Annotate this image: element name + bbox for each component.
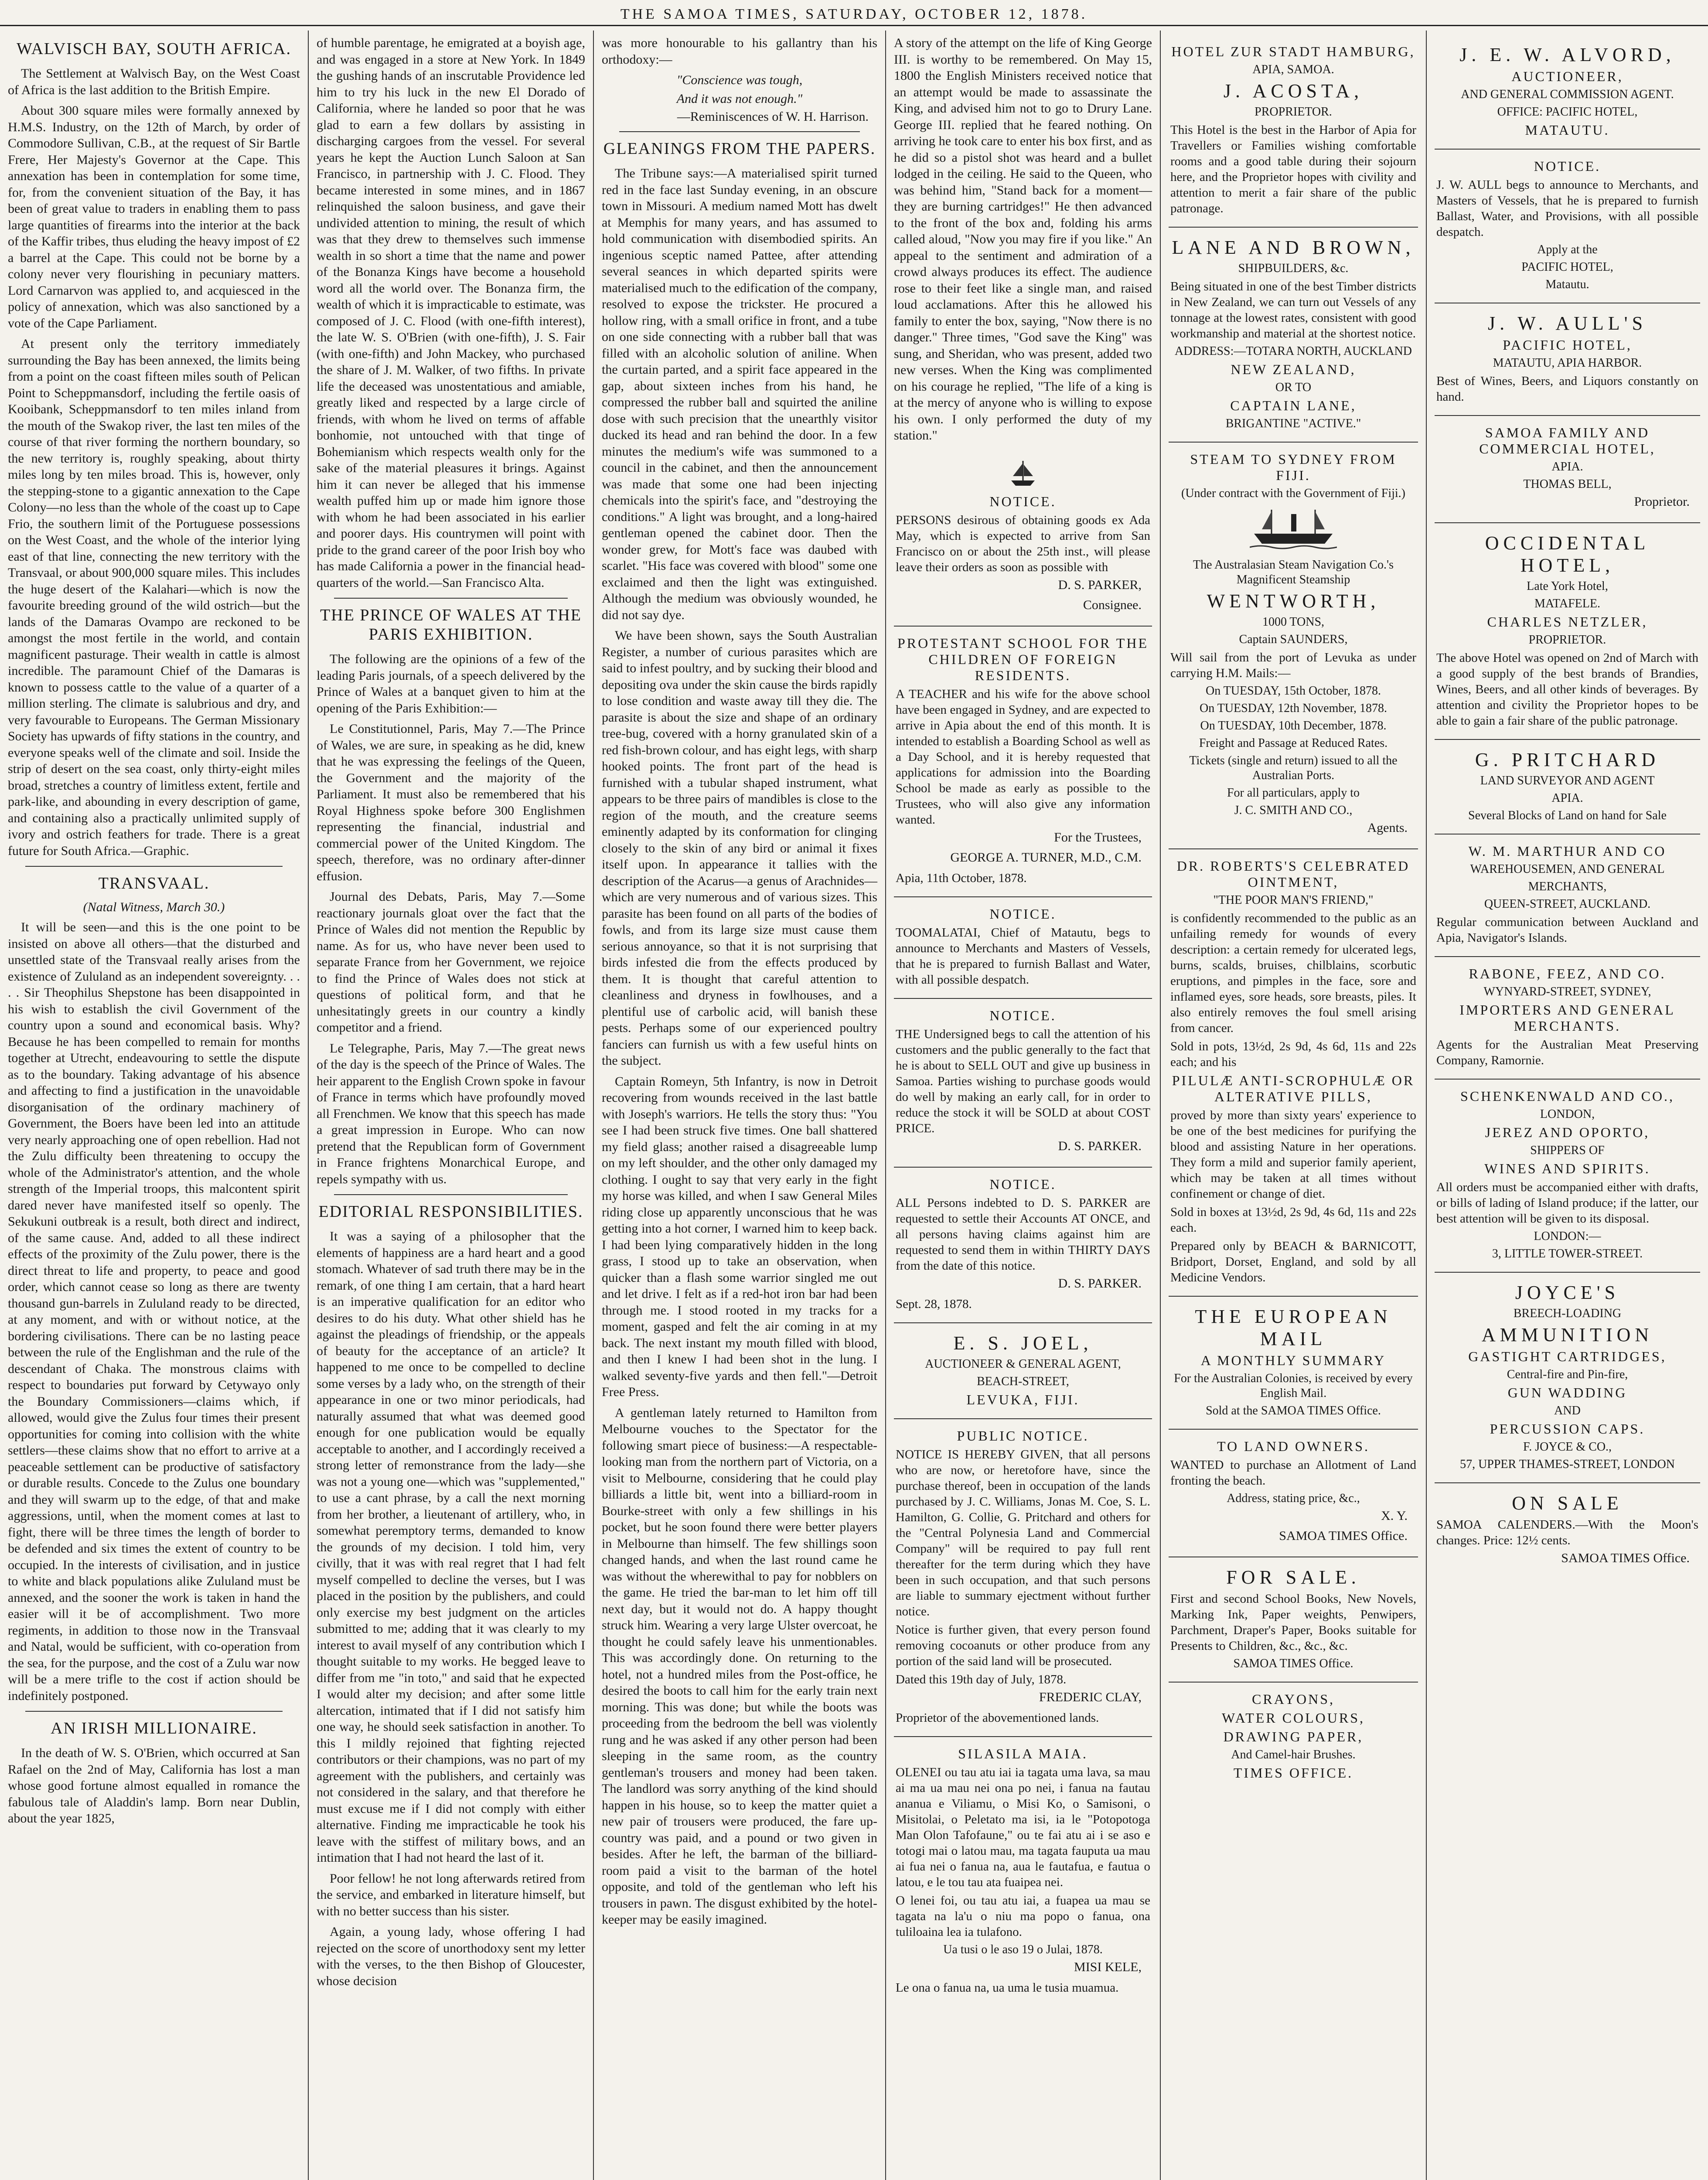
ad-address: 3, LITTLE TOWER-STREET. — [1492, 1247, 1643, 1260]
notice-body: ALL Persons indebted to D. S. PARKER are requested to settle their Accounts AT ONCE, and all persons having claims against him are requested to send them in within THIRTY DAYS from the date of this notice. — [896, 1196, 1150, 1273]
notice-body: O lenei foi, ou tau atu iai, a fuapea ua mau se tagata na la'u o niu ma popo o fanua, ona tuliloaina lea ia tulafono. — [896, 1893, 1150, 1939]
ad-subtitle: "THE POOR MAN'S FRIEND," — [1213, 893, 1374, 907]
ad-body: Prepared only by BEACH & BARNICOTT, Bridport, Dorset, England, and sold by all Medicine Vendors. — [1170, 1239, 1416, 1284]
ad-town: LONDON:— — [1534, 1230, 1601, 1243]
notice-date: Apia, 11th October, 1878. — [896, 871, 1027, 885]
ad-name: JOYCE'S — [1515, 1282, 1620, 1303]
ad-subtitle: A MONTHLY SUMMARY — [1200, 1352, 1386, 1368]
notice-signature-role: Proprietor of the abovementioned lands. — [896, 1710, 1099, 1725]
notice-toomalatai — [894, 897, 1152, 999]
ad-sailing-date: On TUESDAY, 10th December, 1878. — [1200, 719, 1387, 732]
column-5 — [1161, 35, 1426, 2180]
article-source: (Natal Witness, March 30.) — [83, 900, 225, 914]
ad-sailing-date: On TUESDAY, 15th October, 1878. — [1205, 684, 1381, 698]
ad-hotel: PACIFIC HOTEL, — [1503, 337, 1632, 353]
article-paragraph: Le Telegraphe, Paris, May 7.—The great news of the day is the speech of the Prince of Wales. The heir apparent to the English Crown spoke in favour of France in terms which have profoundly moved all Frenchmen. We know that this speech has made a great impression in Europe. Who can now pretend that the Republican form of Government in France frightens Monarchical Europe, and repels sympathy with us. — [317, 1041, 585, 1186]
notice-body: OLENEI ou tau atu iai ia tagata uma lava, sa mau ai ma ua mau nei ona po nei, i fanua na fautau ananua e Viliamu, o Misi Ko, o Samisoni, o Misitolai, o Peletato ma isi, ia le "Potopotoga Man Olon Tafofaune," ou te fai atu ai i se aso e totogi mai o latou mau, ma tagata fauputa ua mau ai fua nei o fanua na, aua le fautafua, e fautua o latou, e le tou tau ata fuaipea nei. — [896, 1765, 1150, 1889]
notice-title: NOTICE. — [989, 493, 1057, 509]
ad-dr-roberts-ointment — [1169, 849, 1418, 1297]
ad-role: WAREHOUSEMEN, AND GENERAL — [1470, 862, 1665, 876]
article-paragraph: Poor fellow! he not long afterwards retired from the service, and embarked in literature himself, but with no better success than his sister. — [317, 1871, 585, 1918]
ad-body: Freight and Passage at Reduced Rates. — [1199, 736, 1388, 750]
article-paragraph: The following are the opinions of a few of the leading Paris journals, of a speech delivered by the Prince of Wales at a banquet given to him at the opening of the Paris Exhibition:— — [317, 652, 585, 715]
ad-agent-role: Agents. — [1367, 821, 1408, 835]
ad-name: SAMOA FAMILY AND COMMERCIAL HOTEL, — [1479, 425, 1656, 456]
verse-line: "Conscience was tough, — [676, 73, 803, 87]
ad-body: Tickets (single and return) issued to all the Australian Ports. — [1189, 754, 1398, 782]
notice-body: NOTICE IS HEREBY GIVEN, that all persons who are now, or heretofore have, since the purchase thereof, been in occupation of the lands purchased by J. C. Williams, Jonas M. Coe, S. L. Hamilton, G. Collie, G. Pritchard and others for the "Central Polynesia Land and Commercial Company" will be required to pay full rent thereafter for the term during which they have been in such occupation, and that such persons are liable to summary ejectment without further notice. — [896, 1447, 1150, 1618]
ad-subtitle: (Under contract with the Government of Fiji.) — [1181, 487, 1405, 500]
article-paragraph: It was a saying of a philosopher that the elements of happiness are a hard heart and a good stomach. Whatever of sad truth there may be in the remark, of one thing I am certain, that a hard heart is an imperative qualification for an editor who desires to do his duty. What other shield has he against the pleadings of friendship, or the appeals of beauty for the acceptance of an article? It happened to me once to be compelled to decline some verses by a lady who, on the strength of their appearance in one or two minor periodicals, had naturally assumed that what was deemed good enough for one publication would be equally acceptable to another, and I accordingly received a strong letter of remonstrance from the lady—she was not a young one—which was "supplemented," to use a cant phrase, by a call the next morning from her brother, a lieutenant of artillery, who, in somewhat peremptory terms, demanded to know the grounds of my decision. I told him, very civilly, that it was with real regret that I had felt myself compelled to decline the verses, but I was placed in the position by the publishers, and could only exercise my best judgment on the articles submitted to me; adding that it was clearly to my interest to avail myself of any contribution which I thought suitable to my works. He begged leave to differ from me "in toto," and said that he expected I would alter my decision; and after some little altercation, intimated that if I did not satisfy him one way, he should seek satisfaction in another. To this I mildly rejoined that fighting rejected contributors or their champions, was no part of my agreement with the publishers, and certainly was not considered in the salary, and that therefore he must excuse me if I did not comply with either alternative. Finding me impracticable he took his leave with the stiffest of military bows, and an intimation that I had not heard the last of it. — [317, 1229, 585, 1865]
ad-address: Address, stating price, &c., — [1227, 1492, 1360, 1505]
ad-land-owners — [1169, 1430, 1418, 1557]
ad-item: DRAWING PAPER, — [1223, 1729, 1364, 1744]
article-paragraph: A story of the attempt on the life of King George III. is worthy to be remembered. On May 15, 1800 the English Ministers received notice that an attempt would be made to assassinate the King, and advised him not to go to Drury Lane. George III. replied that he feared nothing. On arriving he took care to enter his box first, and as he did so a pistol shot was heard and a bullet lodged in the ceiling. He said to the Queen, who was behind him, "Stand back for a moment—they are burning cartridges!" He then advanced to the front of the box and, folding his arms called aloud, "Now you may fire if you like." An appeal to the sentiment and admiration of a crowd always produces its effect. The audience rose to their feet like a single man, and raised loud acclamations. After this he allowed his family to enter the box, saying, "Now there is no danger." Three times, "God save the King" was sung, and Sheridan, who was present, added two new verses. When the King was complimented on his courage he replied, "The life of a king is at the mercy of anyone who is willing to expose his own. I only performed the duty of my station." — [894, 36, 1152, 443]
notice-date: Dated this 19th day of July, 1878. — [896, 1672, 1067, 1686]
ad-body: SAMOA CALENDERS.—With the Moon's changes. Price: 12½ cents. — [1436, 1518, 1698, 1547]
ad-office: SAMOA TIMES Office. — [1279, 1529, 1408, 1543]
ad-hotel: PACIFIC HOTEL, — [1521, 260, 1613, 274]
ad-title: ON SALE — [1512, 1492, 1623, 1514]
ad-pritchard — [1435, 740, 1700, 835]
ad-item: WATER COLOURS, — [1221, 1710, 1365, 1726]
ad-role: PROPRIETOR. — [1255, 105, 1332, 119]
ad-address: BEACH-STREET, — [977, 1374, 1069, 1388]
notice-body: THE Undersigned begs to call the attention of his customers and the public generally to the fact that he is about to SELL OUT and give up business in Samoa. Parties wishing to purchase goods would do well by making an early call, for in order to reduce the stock it will be SOLD at about COST PRICE. — [896, 1027, 1150, 1135]
article-title-prince-of-wales: THE PRINCE OF WALES AT THE PARIS EXHIBITION. — [320, 606, 582, 644]
notice-body: PERSONS desirous of obtaining goods ex Ada May, which is expected to arrive from San Francisco on or about the 25th inst., will please leave their orders as soon as possible with — [896, 513, 1150, 574]
notice-signature: D. S. PARKER. — [1058, 1138, 1142, 1153]
divider — [25, 866, 283, 867]
ad-town: LEVUKA, FIJI. — [966, 1391, 1080, 1407]
ad-es-joel — [894, 1323, 1152, 1419]
notice-sell-out — [894, 999, 1152, 1168]
notice-silasila-maia — [894, 1737, 1152, 2006]
ad-pacific-hotel — [1435, 303, 1700, 416]
ad-location: APIA. — [1551, 460, 1583, 473]
notice-title: NOTICE. — [989, 906, 1057, 922]
notice-signature-role: Le ona o fanua na, ua uma le tusia muamua. — [896, 1980, 1119, 1995]
article-paragraph: In the death of W. S. O'Brien, which occurred at San Rafael on the 2nd of May, California has lost a man whose good fortune almost equalled in romance the fabulous tale of Aladdin's lamp. Born near Dublin, about the year 1825, — [8, 1746, 300, 1826]
ad-body: Regular communication between Auckland and Apia, Navigator's Islands. — [1436, 915, 1698, 945]
notice-signature: FREDERIC CLAY, — [1039, 1690, 1142, 1704]
ad-town: LONDON, — [1540, 1107, 1595, 1121]
ad-title: DR. ROBERTS'S CELEBRATED OINTMENT, — [1176, 858, 1410, 890]
divider — [334, 1194, 568, 1195]
column-1 — [0, 35, 308, 2180]
ad-body: For the Australian Colonies, is received by every English Mail. — [1174, 1372, 1413, 1400]
notice-signature: D. S. PARKER, — [1058, 577, 1142, 592]
ad-and: AND — [1554, 1404, 1581, 1417]
ad-town: JEREZ AND OPORTO, — [1485, 1124, 1650, 1140]
ad-body: Agents for the Australian Meat Preserving Company, Ramornie. — [1436, 1038, 1698, 1067]
ad-role: SHIPPERS OF — [1530, 1144, 1605, 1157]
ad-owner: THOMAS BELL, — [1523, 477, 1612, 491]
ad-title: STEAM TO SYDNEY FROM FIJI. — [1190, 451, 1397, 483]
ad-sailing-date: On TUESDAY, 12th November, 1878. — [1199, 702, 1388, 715]
ad-european-mail — [1169, 1297, 1418, 1430]
ad-body: Apply at the — [1537, 243, 1598, 256]
ad-town: Matautu. — [1545, 278, 1589, 291]
steamship-icon — [1250, 505, 1337, 553]
article-paragraph: was more honourable to his gallantry than his orthodoxy:— — [602, 36, 877, 67]
ad-firm: F. JOYCE & CO., — [1523, 1440, 1612, 1454]
ad-title: CRAYONS, — [1252, 1691, 1335, 1707]
ad-town: APIA. — [1551, 791, 1583, 805]
ad-steam-to-sydney — [1169, 443, 1418, 849]
ad-aull-notice — [1435, 150, 1700, 303]
article-paragraph: We have been shown, says the South Australian Register, a number of curious parasites which are said to infest poultry, and by sucking their blood and depositing ova under the skin cause the birds rapidly to lose condition and waste away till they die. The parasite is about the size and shape of an ordinary tree-bug, covered with a horny granulated skin of a red fish-brown colour, and has eight legs, with sharp hooked points. The front part of the head is furnished with a tubular shaped instrument, what appears to be three pairs of mandibles is close to the region of the mouth, and the creature seems eminently adapted by its conformation for clinging closely to the skin of any bird or animal it fixes itself upon. In appearance it tallies with the description of the Acarus—a genus of Arachnides—which are very numerous and of various sizes. This parasite has been found on all parts of the bodies of fowls, and from its large size must cause them serious annoyance, so that it is not surprising that birds infested die from the effects produced by them. It is thought that careful attention to cleanliness and dryness in fowlhouses, and a plentiful use of carbolic acid, will banish these pests. Perhaps some of our experienced poultry fanciers can furnish us with a few useful hints on the subject. — [602, 628, 877, 1068]
ad-role: LAND SURVEYOR AND AGENT — [1480, 774, 1655, 787]
article-paragraph: Journal des Debats, Paris, May 7.—Some reactionary journals gloat over the fact that the Prince of Wales did not mention the Republic by name. As for us, who have never been used to separate France from her Government, we rejoice to find the Prince of Wales does not stick at questions of political form, and that he unhesitatingly greets in our country a kindly competitor and a friend. — [317, 889, 585, 1035]
ad-title: THE EUROPEAN MAIL — [1195, 1306, 1392, 1349]
column-4 — [886, 35, 1160, 2180]
notice-title: PROTESTANT SCHOOL FOR THE CHILDREN OF FOREIGN RESIDENTS. — [897, 635, 1149, 683]
ad-tonnage: 1000 TONS, — [1262, 615, 1325, 629]
divider — [619, 131, 860, 132]
ad-price: Sold in pots, 13½d, 2s 9d, 4s 6d, 11s and 22s each; and his — [1170, 1039, 1416, 1069]
ad-or: OR TO — [1275, 381, 1312, 394]
ad-on-sale-calendars — [1435, 1483, 1700, 1579]
ad-body: For all particulars, apply to — [1227, 786, 1360, 800]
ad-name: W. M. MARTHUR AND CO — [1468, 843, 1667, 859]
article-paragraph: A gentleman lately returned to Hamilton from Melbourne vouches to the Spectator for the following smart piece of business:—A respectable-looking man from the northern part of Victoria, on a visit to Melbourne, considering that he could play billiards a little bit, went into a billiard-room in Bourke-street with only a few shillings in his pocket, but he soon found there were better players in Melbourne than himself. The few shillings soon changed hands, and when the last round came he was without the wherewithal to pay for nobblers on the game. He tried the bar-man to let him off till next day, but it would not do. A happy thought struck him. Wearing a very large Ulster overcoat, he thought he could safely leave his unmentionables. This was accordingly done. On returning to the hotel, not a hundred miles from the Post-office, he desired the boots to call him for the early train next morning. This was done; but while the boots was proceeding from the bedroom the bell was violently rung and he was asked if any other person had been sleeping in the same room, as the country gentleman's trousers and money had been taken. The landlord was sorry anything of the kind should happen in his house, so to keep the matter quiet a new pair of trousers were produced, the fare up-country was paid, and a pound or two given in besides. After he left, the barman of the billiard-room paid a visit to the barman of the hotel opposite, and told of the gentleman who left his trousers in pawn. The disgust exhibited by the hotel-keeper may be easily imagined. — [602, 1405, 877, 1927]
ad-title: FOR SALE. — [1226, 1567, 1360, 1588]
ad-item: AMMUNITION — [1481, 1324, 1653, 1345]
ad-alvord — [1435, 35, 1700, 150]
article-paragraph: Le Constitutionnel, Paris, May 7.—The Prince of Wales, we are sure, in speaking as he did, knew that he was expressing the feelings of the Queen, the Government and the majority of the Parliament. It must also be remembered that his Royal Highness spoke before 300 Englishmen representing the financial, industrial and commercial power of the United Kingdom. The speech, therefore, was no ordinary after-dinner effusion. — [317, 722, 585, 883]
ad-body: Several Blocks of Land on hand for Sale — [1468, 809, 1667, 822]
column-3 — [594, 35, 885, 2180]
ad-name: LANE AND BROWN, — [1172, 237, 1415, 258]
ad-captain: Captain SAUNDERS, — [1239, 633, 1348, 646]
ad-name: SCHENKENWALD AND CO., — [1460, 1088, 1675, 1104]
ad-location: APIA, SAMOA. — [1252, 63, 1334, 76]
ad-address: 57, UPPER THAMES-STREET, LONDON — [1460, 1458, 1675, 1471]
ad-office: SAMOA TIMES Office. — [1233, 1657, 1353, 1670]
notice-body: J. W. AULL begs to announce to Merchants, and Masters of Vessels, that he is prepared to furnish Ballast, Water, and Provisions, with all possible despatch. — [1436, 178, 1698, 239]
ad-body: The Australasian Steam Navigation Co.'s Magnificent Steamship — [1193, 558, 1394, 586]
notice-signature-role: Consignee. — [1083, 597, 1142, 612]
notice-ada-may — [894, 448, 1152, 627]
ad-town: MATAFELE. — [1534, 597, 1600, 610]
article-paragraph: of humble parentage, he emigrated at a boyish age, and was engaged in a store at New York. In 1849 the gushing hands of an inscrutable Providence led him to try his luck in the new El Dorado of California, where he landed so poor that he was glad to earn a few dollars by assisting in discharging cargoes from the vessel. For several years he kept the Auction Lunch Saloon at San Francisco, in partnership with J. C. Flood. They became interested in some mines, and in 1867 relinquished the saloon business, and gave their undivided attention to mining, the result of which was that they drew to themselves such immense wealth in so short a time that the name and power of the Bonanza Kings have become a household word all the world over. The Bonanza firm, the wealth of which it is impracticable to estimate, was composed of J. C. Flood (with one-fifth interest), the late W. S. O'Brien (with one-fifth), J. S. Fair (with one-fifth) and John Mackey, who purchased the share of J. M. Walker, of two fifths. In private life the deceased was unostentatious and amiable, greatly liked and respected by a large circle of friends, with whom he lived on terms of affable bonhomie, not untouched with that tinge of Bohemianism which respects wealth only for the sake of the material pleasures it brings. Against him it can never be alleged that his immense wealth puffed him up or made him ignore those with whom he had been associated in his earlier and poorer days. His countrymen will point with pride to the grand career of the poor Irish boy who has made California a power in the financial head-quarters of the world.—San Francisco Alta. — [317, 36, 585, 590]
ad-name: J. E. W. ALVORD, — [1459, 44, 1675, 65]
article-paragraph: At present only the territory immediately surrounding the Bay has been annexed, the limits being from a point on the coast fifteen miles south of Pelican Point to Scheppmansdorf, including the fertile oasis of Kooibank, Scheppmansdorf to ten miles inland from the mouth of the Swakop river, the last ten miles of the course of that river forming the northern boundary, so the new territory is, roughly speaking, about thirty miles long by ten miles broad. This is, however, only the stepping-stone to a gigantic annexation to the Cape Colony—no less than the whole of the coast up to Cape Frio, the southern limit of the Portuguese possessions on the West Coast, and the whole of the interior lying east of that line, connecting the new territory with the Transvaal, or about 900,000 square miles. This includes the huge desert of the Kalahari—which is now the favourite breeding ground of the wild ostrich—but the lands of the Damaras Ovampo are reckoned to be amongst the most fertile in the world, and contain magnificent pasturage. Their wealth in cattle is almost incredible. The paramount Chief of the Damaras is known to possess cattle to the value of a quarter of a million sterling. The climate is salubrious and dry, and very favourable to Europeans. The German Missionary Society has upwards of fifty stations in the country, and everyone speaks well of the climate and soil. Inside the strip of desert on the sea coast, only thirty-eight miles broad, stretches a country of limitless extent, fertile and park-like, and abounding in every description of game, and containing also a practically unlimited supply of ivory and ostrich feathers for trade. There is a great future for South Africa.—Graphic. — [8, 337, 300, 858]
ad-agent: J. C. SMITH AND CO., — [1234, 804, 1353, 817]
ad-body: Will sail from the port of Levuka as under carrying H.M. Mails:— — [1170, 651, 1416, 680]
ad-rabone-feez — [1435, 957, 1700, 1080]
article-title-transvaal: TRANSVAAL. — [98, 874, 210, 892]
ad-title: PILULÆ ANTI-SCROPHULÆ OR ALTERATIVE PILLS, — [1172, 1073, 1415, 1104]
article-title-gleanings: GLEANINGS FROM THE PAPERS. — [603, 140, 876, 158]
article-paragraph: About 300 square miles were formally annexed by H.M.S. Industry, on the 12th of March, by order of Commodore Sullivan, C.B., at the request of Sir Bartle Frere, Her Majesty's Governor at the Cape. This annexation has been in contemplation for some time, for, from the convenient situation of the Bay, it has been of great value to traders in enabling them to pass large quantities of firearms into the interior at the back of the Kaffir tribes, thus eluding the heavy impost of £2 a barrel at the Cape. This could not be borne by a colony never very flourishing in pecuniary matters. Lord Carnarvon was applied to, and acquiesced in the policy of annexation, which was also sanctioned by a vote of the Cape Parliament. — [8, 103, 300, 330]
ad-name: OCCIDENTAL HOTEL, — [1485, 532, 1650, 576]
ad-title: TO LAND OWNERS. — [1217, 1438, 1370, 1454]
ad-role: AND GENERAL COMMISSION AGENT. — [1461, 88, 1674, 101]
ad-name: E. S. JOEL, — [953, 1332, 1093, 1354]
ad-lane-and-brown — [1169, 228, 1418, 443]
ad-subtitle: Late York Hotel, — [1527, 579, 1608, 593]
ad-role: SHIPBUILDERS, &c. — [1238, 262, 1349, 275]
article-paragraph: The Tribune says:—A materialised spirit turned red in the face last Sunday evening, in an obscure town in Missouri. A medium named Mott has dwelt at Memphis for many years, and has assumed to hold communication with disembodied spirits. An ingenious sceptic named Pattee, after attending several seances in which departed spirits were materialised much to the edification of the company, resolved to expose the trickster. He procured a hollow ring, with a small orifice in front, and a tube on one side connecting with a rubber ball that was filled with an alcoholic solution of aniline. When the curtain parted, and a spirit face appeared in the gap, about sixteen inches from his hand, he compressed the rubber ball and squirted the aniline dose with such precision that the unearthly visitor ducked its head and ran behind the door. In a few minutes the medium's wife was summoned to a council in the cabinet, and then the announcement was made that some one had been injecting chemicals into the spirit's face, and "destroying the conditions." A light was brought, and a long-haired gentleman opened the cabinet door. Then the wonder grew, for Mott's face was daubed with scarlet. "His face was covered with blood" some one exclaimed and then the light was extinguished. Although the medium was obviously wounded, he did not say dye. — [602, 166, 877, 622]
notice-body: Notice is further given, that every person found removing cocoanuts or other produce from any portion of the said land will be prosecuted. — [896, 1622, 1150, 1668]
article-paragraph: Again, a young lady, whose offering I had rejected on the score of unorthodoxy sent my letter with the verses, to the then Bishop of Gloucester, whose decision — [317, 1925, 585, 1988]
ad-role: Proprietor. — [1634, 494, 1690, 509]
column-6 — [1427, 35, 1708, 2180]
divider — [25, 1711, 283, 1712]
ad-owner: CHARLES NETZLER, — [1487, 614, 1648, 630]
ad-item: PERCUSSION CAPS. — [1490, 1421, 1645, 1437]
newspaper-masthead: THE SAMOA TIMES, SATURDAY, OCTOBER 12, 1878. — [0, 0, 1708, 26]
article-attribution: —Reminiscences of W. H. Harrison. — [677, 109, 869, 124]
notice-signature: D. S. PARKER. — [1058, 1276, 1142, 1291]
ad-body: WANTED to purchase an Allotment of Land fronting the beach. — [1170, 1458, 1416, 1488]
notice-title: NOTICE. — [1534, 158, 1601, 174]
notice-date: Ua tusi o le aso 19 o Julai, 1878. — [943, 1942, 1103, 1956]
ad-role: PROPRIETOR. — [1528, 633, 1606, 647]
ad-location: MATAUTU, APIA HARBOR. — [1493, 356, 1642, 370]
notice-public — [894, 1419, 1152, 1737]
ad-body: This Hotel is the best in the Harbor of Apia for Travellers or Families wishing comfortable rooms and a good table during their sojourn here, and the Proprietor hopes with civility and attention to merit a fair share of the public patronage. — [1170, 123, 1416, 215]
ad-joyce-ammunition — [1435, 1273, 1700, 1483]
ad-role: MERCHANTS, — [1528, 880, 1607, 893]
article-paragraph: Captain Romeyn, 5th Infantry, is now in Detroit recovering from wounds received in the last battle with Joseph's warriors. He tells the story thus: "You see I had been struck five times. One ball shattered my field glass; another raised a disagreeable lump on my left shoulder, and the other only damaged my clothing. I ought to say that very early in the fight my horse was killed, and when I saw General Miles riding close up apparently unconscious that he was getting into a hot corner, I warned him to keep back. I had been lying comparatively hidden in the long grass, I stood up to take an observation, when quicker than a flash some warrior singled me out and let drive. I felt as if a red-hot iron bar had been through me. I stood rooted in my tracks for a moment, gasped and felt the air coming in at my back. The next instant my mouth filled with blood, and then I knew I had been shot in the lung. I walked seventy-five yards and then fell."—Detroit Free Press. — [602, 1074, 877, 1399]
notice-body: A TEACHER and his wife for the above school have been engaged in Sydney, and are expected to arrive in Apia about the end of this month. It is intended to establish a Boarding School as well as a Day School, and it is hereby requested that applications for admission into the Boarding School be made as early as possible to the Trustees, who will also give any information wanted. — [896, 687, 1150, 827]
notice-title: SILASILA MAIA. — [958, 1745, 1088, 1761]
ad-item: GUN WADDING — [1507, 1385, 1627, 1400]
ship-icon — [1008, 459, 1038, 489]
ad-name: RABONE, FEEZ, AND CO. — [1469, 966, 1666, 981]
notice-date: Sept. 28, 1878. — [896, 1297, 972, 1311]
ad-office: SAMOA TIMES Office. — [1561, 1551, 1690, 1565]
ad-name: J. W. AULL'S — [1487, 313, 1647, 334]
ad-body: First and second School Books, New Novels, Marking Ink, Paper weights, Penwipers, Parchment, Draper's Paper, Books suitable for Presents to Children, &c., &c., &c. — [1170, 1592, 1416, 1653]
notice-debts — [894, 1168, 1152, 1323]
ad-subtitle: BREECH-LOADING — [1513, 1307, 1622, 1320]
notice-title: NOTICE. — [989, 1176, 1057, 1192]
ad-body: All orders must be accompanied either with drafts, or bills of lading of Island produce; if the latter, our best attention will be given to its disposal. — [1436, 1180, 1698, 1226]
ad-item: Central-fire and Pin-fire, — [1507, 1368, 1628, 1381]
ad-hotel-zur-stadt-hamburg — [1169, 35, 1418, 228]
article-paragraph: The Settlement at Walvisch Bay, on the West Coast of Africa is the last addition to the British Empire. — [8, 66, 300, 97]
ad-item: GASTIGHT CARTRIDGES, — [1468, 1349, 1667, 1364]
ad-name: G. PRITCHARD — [1475, 749, 1660, 770]
notice-signature: For the Trustees, — [1054, 830, 1142, 845]
article-title-irish-millionaire: AN IRISH MILLIONAIRE. — [51, 1719, 257, 1737]
notice-body: TOOMALATAI, Chief of Matautu, begs to announce to Merchants and Masters of Vessels, that he is prepared to furnish Ballast and Water, with all possible despatch. — [896, 925, 1150, 987]
ad-price: Sold in boxes at 13½d, 2s 9d, 4s 6d, 11s and 22s each. — [1170, 1205, 1416, 1235]
ad-address: QUEEN-STREET, AUCKLAND. — [1484, 897, 1651, 911]
ad-role: AUCTIONEER & GENERAL AGENT, — [925, 1357, 1121, 1371]
ad-owner: J. ACOSTA, — [1223, 80, 1364, 102]
ad-for-sale — [1169, 1557, 1418, 1683]
ad-body: proved by more than sixty years' experience to be one of the best medicines for purifying the blood and assisting Nature in her operations. They form a mild and superior family aperient, which may be taken at all times without confinement or change of diet. — [1170, 1108, 1416, 1201]
ad-body: Being situated in one of the best Timber districts in New Zealand, we can turn out Vessels of any tonnage at the lowest rates, consistent with good workmanship and material at the shortest notice. — [1170, 279, 1416, 341]
verse-line: And it was not enough." — [676, 92, 803, 106]
ad-country: NEW ZEALAND, — [1231, 361, 1356, 377]
article-title-walvisch-bay: WALVISCH BAY, SOUTH AFRICA. — [16, 40, 292, 58]
ad-captain: CAPTAIN LANE, — [1230, 398, 1357, 413]
ad-address: WYNYARD-STREET, SYDNEY, — [1483, 985, 1651, 998]
notice-title: PUBLIC NOTICE. — [957, 1427, 1089, 1444]
ad-marthur — [1435, 835, 1700, 957]
ad-body: Best of Wines, Beers, and Liquors constantly on hand. — [1436, 374, 1698, 404]
notice-title: NOTICE. — [989, 1007, 1057, 1023]
ad-body: Sold at the SAMOA TIMES Office. — [1206, 1404, 1381, 1417]
ad-office: OFFICE: PACIFIC HOTEL, — [1497, 105, 1638, 119]
notice-signature: MISI KELE, — [1074, 1959, 1142, 1974]
ad-town: MATAUTU. — [1525, 122, 1610, 138]
ad-office: TIMES OFFICE. — [1233, 1765, 1353, 1781]
ad-occidental-hotel — [1435, 523, 1700, 740]
ad-body: The above Hotel was opened on 2nd of March with a good supply of the best brands of Brandies, Wines, Beers, and all other kinds of beverages. By attention and civility the Proprietor hopes to be able to gain a fair share of the public patronage. — [1436, 651, 1698, 728]
ad-role: IMPORTERS AND GENERAL MERCHANTS. — [1459, 1002, 1675, 1034]
ad-signature: X. Y. — [1381, 1509, 1408, 1523]
article-title-editorial: EDITORIAL RESPONSIBILITIES. — [318, 1202, 583, 1221]
column-2 — [309, 35, 593, 2180]
ad-item: And Camel-hair Brushes. — [1231, 1748, 1356, 1761]
ad-address: ADDRESS:—TOTARA NORTH, AUCKLAND — [1175, 344, 1412, 358]
ad-crayons — [1169, 1683, 1418, 1792]
ad-name: HOTEL ZUR STADT HAMBURG, — [1171, 44, 1415, 59]
ad-ship-name: BRIGANTINE "ACTIVE." — [1225, 417, 1361, 430]
ad-samoa-family-hotel — [1435, 416, 1700, 523]
divider — [334, 598, 568, 599]
ad-role: AUCTIONEER, — [1511, 68, 1623, 84]
notice-signature: GEORGE A. TURNER, M.D., C.M. — [950, 850, 1142, 865]
article-paragraph: It will be seen—and this is the one point to be insisted on above all others—that the disturbed and unsettled state of the Transvaal really arises from the existence of Zululand as an independent sovereignty. . . . . Sir Theophilus Shepstone has been disappointed in his wish to establish the civil Government of the country upon a sound and economical basis. Why? Because he has been compelled to remain for months together at Utrecht, endeavouring to settle the dispute as to the boundary. Taking advantage of his absence and affecting to find a justification in the unavoidable disorganisation of the ordinary machinery of Government, the Boers have been led into an attitude very nearly approaching one of open rebellion. Had not the Zulu difficulty been threatening to occupy the whole of the Administrator's attention, and the whole strength of the Imperial troops, this malcontent spirit dared never have manifested itself so openly. The Sekukuni outbreak is a result, both direct and indirect, of the same cause. And, added to all these indirect effects of the proximity of the Zulu power, there is the direct threat to life and property, to peace and good order, which cannot cease so long as there are twenty thousand gun-barrels in Zululand ready to be directed, at any moment, and with or without notice, at the bordering civilisations. There can be no lasting peace between the rule of the Englishman and the rule of the descendant of Chaka. The monstrous claims with respect to boundaries put forward by Cetywayo only the Boundary Commissioners—claims which, if allowed, would give the Zulus four times their present opportunities for coming into collision with the white settlers—these claims show that no effort to arrive at a peaceable settlement can be productive of satisfactory or durable results. Concede to the Zulus one boundary and they will swarm up to the edge, of that and make aggressions, until, when the moment comes at last to fight, there will be three times the length of border to be defended and six times the extent of country to be occupied. In the interests of civilisation, and in justice to white and black populations alike Zululand must be annexed, and the sooner the work is taken in hand the easier will it be of accomplishment. Two more regiments, in addition to those now in the Transvaal and Natal, would be sufficient, with co-operation from the sea, for the purpose, and the cost of a Zulu war now will be a mere trifle to the cost if action should be indefinitely postponed. — [8, 920, 300, 1703]
ad-ship-name: WENTWORTH, — [1207, 590, 1380, 612]
ad-goods: WINES AND SPIRITS. — [1484, 1161, 1650, 1176]
ad-body: is confidently recommended to the public as an unfailing remedy for wounds of every description: a certain remedy for ulcerated legs, burns, scalds, bruises, chilblains, scorbutic eruptions, and pimples in the face, sore and inflamed eyes, sore heads, sore breasts, piles. It also entirely removes the foul smell arising from cancer. — [1170, 911, 1416, 1035]
notice-protestant-school — [894, 627, 1152, 897]
ad-schenkenwald — [1435, 1080, 1700, 1273]
